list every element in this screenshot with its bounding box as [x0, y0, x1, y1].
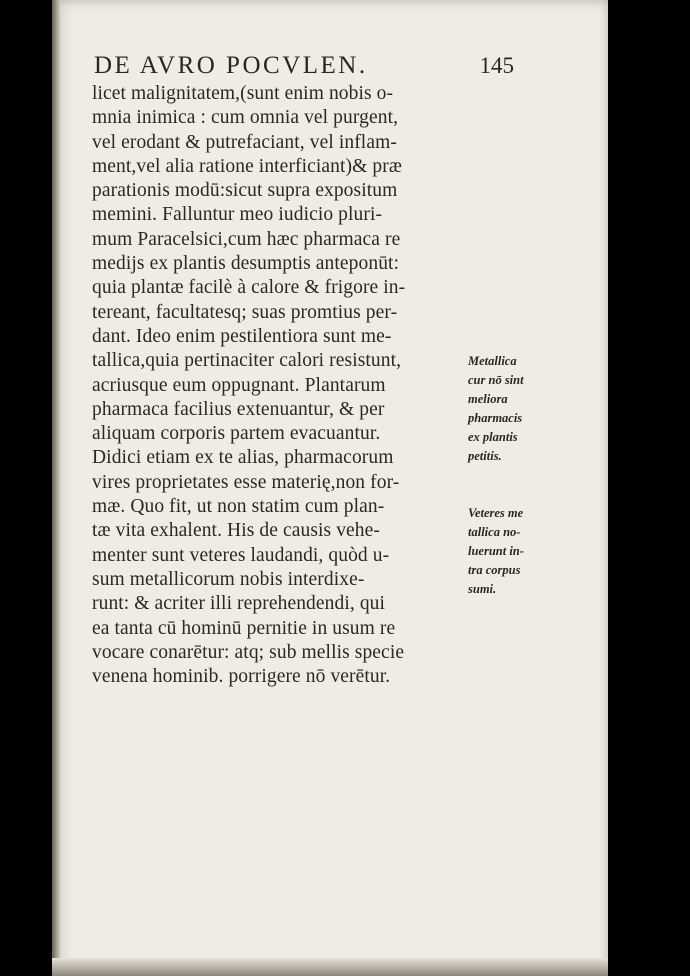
text-line: tæ vita exhalent. His de causis vehe-: [92, 520, 380, 542]
margin-notes: [468, 352, 578, 599]
text-line: Didici etiam ex te alias, pharmacorum: [92, 447, 394, 469]
text-line: sum metallicorum nobis interdixe-: [92, 568, 365, 590]
text-line: venena hominib. porrigere nō verētur.: [92, 666, 391, 688]
note-line: sumi.: [468, 582, 497, 596]
text-line: pharmaca facilius extenuantur, & per: [92, 398, 385, 420]
text-line: licet malignitatem,(sunt enim nobis o-: [92, 83, 394, 104]
note-line: pharmacis: [468, 411, 523, 425]
text-line: menter sunt veteres laudandi, quòd u-: [92, 544, 390, 566]
note-line: petitis.: [468, 449, 502, 463]
text-line: tereant, facultatesq; suas promtius per-: [92, 301, 398, 323]
text-line: mum Paracelsici,cum hæc pharmaca re: [92, 228, 401, 250]
text-line: vocare conarētur: atq; sub mellis specie: [92, 641, 405, 663]
note-line: Metallica: [468, 354, 517, 368]
margin-note-veteres: [468, 504, 578, 599]
text-line: runt: & acriter illi reprehendendi, qui: [92, 593, 386, 615]
body-text: [92, 82, 474, 689]
text-line: medijs ex plantis desumptis anteponūt:: [92, 253, 400, 275]
text-line: dant. Ideo enim pestilentiora sunt me-: [92, 325, 392, 347]
text-line: acriusque eum oppugnant. Plantarum: [92, 374, 386, 396]
text-line: aliquam corporis partem evacuantur.: [92, 423, 381, 445]
text-line: quia plantæ facilè à calore & frigore in-: [92, 277, 406, 299]
text-line: mnia inimica : cum omnia vel purgent,: [92, 107, 399, 129]
text-line: parationis modū:sicut supra expositum: [92, 180, 398, 202]
text-line: vires proprietates esse materię,non for-: [92, 471, 400, 493]
text-line: tallica,quia pertinaciter calori resistunt,: [92, 350, 402, 372]
note-line: luerunt in-: [468, 544, 524, 558]
note-line: cur nō sint: [468, 373, 524, 387]
text-line: vel erodant & putrefaciant, vel inflam-: [92, 131, 397, 153]
text-line: ea tanta cū hominū pernitie in usum re: [92, 617, 396, 639]
note-line: meliora: [468, 392, 508, 406]
note-line: Veteres me: [468, 506, 524, 520]
note-line: ex plantis: [468, 430, 518, 444]
text-line: memini. Falluntur meo iudicio pluri-: [92, 204, 383, 226]
page-bottom-edge: [52, 958, 608, 976]
page-number: 145: [479, 53, 514, 78]
running-header: [94, 52, 514, 80]
note-line: tallica no-: [468, 525, 521, 539]
running-title: DE AVRO POCVLEN.: [94, 52, 368, 79]
page-gutter-edge: [52, 0, 60, 976]
margin-note-metallica: [468, 352, 578, 466]
text-line: mæ. Quo fit, ut non statim cum plan-: [92, 496, 385, 518]
text-line: ment,vel alia ratione interficiant)& præ: [92, 155, 402, 177]
note-line: tra corpus: [468, 563, 521, 577]
